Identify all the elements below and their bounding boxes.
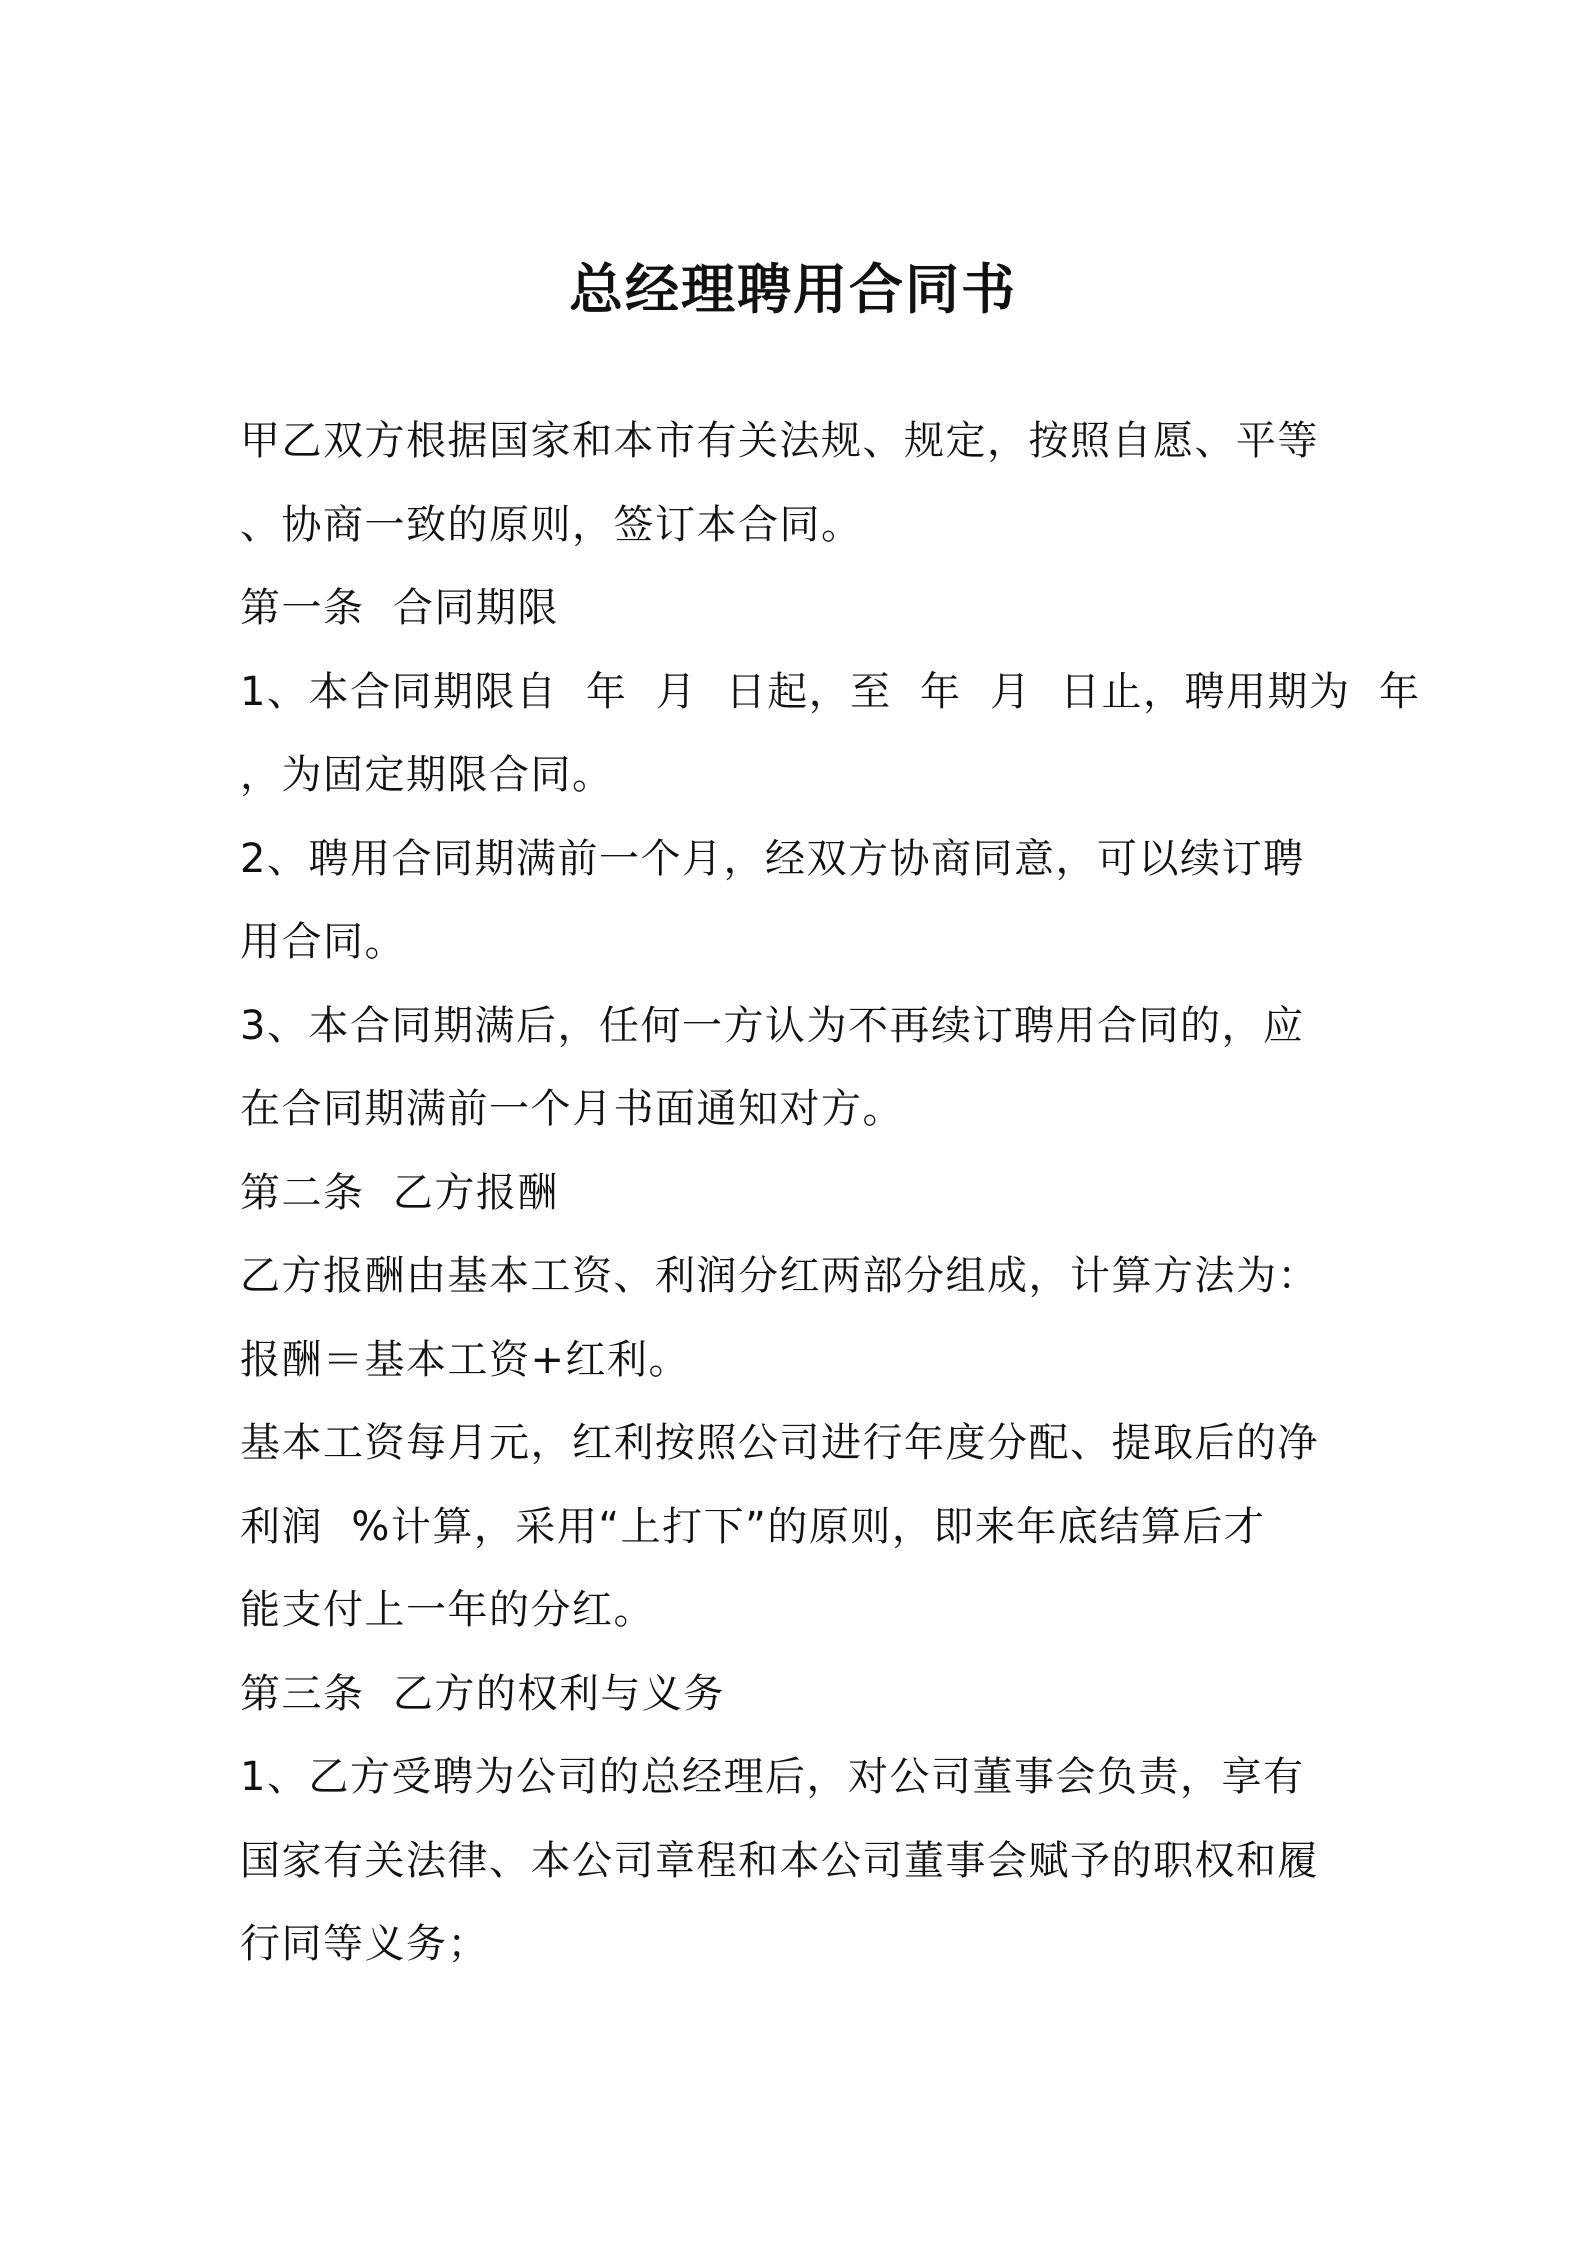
section-heading: 第二条 乙方报酬 (240, 1169, 559, 1216)
text-line: 报酬＝基本工资+红利。 (240, 1336, 691, 1383)
text-line: ，为固定期限合同。 (240, 752, 614, 798)
text-line: 在合同期满前一个月书面通知对方。 (240, 1086, 904, 1132)
text-line: 2、聘用合同期满前一个月，经双方协商同意，可以续订聘 (240, 835, 1305, 882)
text-line: 甲乙双方根据国家和本市有关法规、规定，按照自愿、平等 (240, 418, 1319, 464)
text-line: 1、乙方受聘为公司的总经理后，对公司董事会负责，享有 (240, 1754, 1305, 1800)
text-line: 能支付上一年的分红。 (240, 1587, 655, 1633)
text-line: 利润 %计算，采用“上打下”的原则，即来年底结算后才 (240, 1503, 1266, 1550)
text-line: 国家有关法律、本公司章程和本公司董事会赋予的职权和履 (240, 1837, 1319, 1884)
section-heading: 第三条 乙方的权利与义务 (240, 1670, 725, 1717)
text-line: 基本工资每月元，红利按照公司进行年度分配、提取后的净 (240, 1420, 1319, 1466)
text-line: 1、本合同期限自 年 月 日起，至 年 月 日止，聘用期为 年 (240, 668, 1421, 715)
text-line: 用合同。 (240, 919, 406, 965)
text-line: 乙方报酬由基本工资、利润分红两部分组成，计算方法为： (240, 1253, 1319, 1299)
text-line: 行同等义务； (240, 1921, 489, 1967)
text-line: 、协商一致的原则，签订本合同。 (240, 501, 863, 548)
section-heading: 第一条 合同期限 (240, 585, 559, 631)
document-title: 总经理聘用合同书 (569, 258, 1017, 321)
text-line: 3、本合同期满后，任何一方认为不再续订聘用合同的，应 (240, 1002, 1305, 1049)
document-body (240, 400, 1421, 1987)
